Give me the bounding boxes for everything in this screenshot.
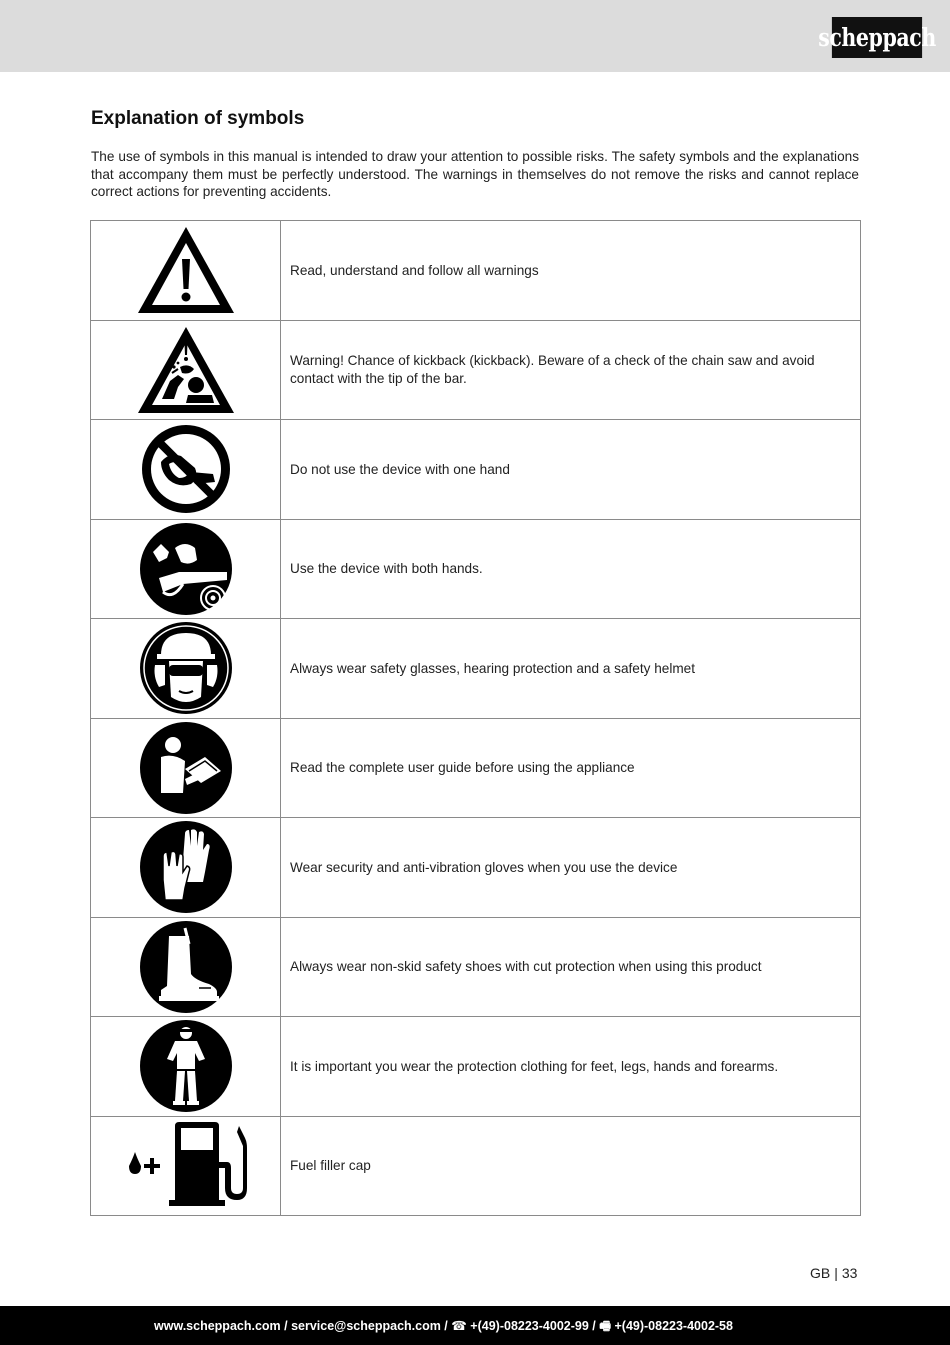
- table-row: [91, 718, 861, 818]
- header-band: [0, 0, 950, 72]
- symbol-description: Wear security and anti-vibration gloves when you use the device: [281, 818, 861, 918]
- symbol-cell: [91, 718, 281, 818]
- symbol-cell: [91, 917, 281, 1017]
- page-number-value: 33: [841, 1265, 858, 1281]
- page-number: [810, 1265, 857, 1281]
- table-row: [91, 619, 861, 719]
- symbol-cell: [91, 818, 281, 918]
- warning-triangle-icon: [134, 223, 238, 317]
- table-row: [91, 917, 861, 1017]
- symbol-description: It is important you wear the protection clothing for feet, legs, hands and forearms.: [281, 1017, 861, 1117]
- intro-paragraph: The use of symbols in this manual is intended to draw your attention to possible risks. The safety symbols and the explanations that accompany them must be perfectly understood. The warnings in themselves do not remove the risks and cannot replace correct actions for preventing accidents.: [91, 149, 859, 199]
- no-one-hand-icon: [139, 422, 233, 516]
- symbol-description: Always wear non-skid safety shoes with cut protection when using this product: [281, 917, 861, 1017]
- safety-boots-icon: [139, 920, 233, 1014]
- kickback-warning-icon: [134, 323, 238, 417]
- table-row: [91, 519, 861, 619]
- scheppach-logo: scheppach: [832, 17, 922, 58]
- footer-contact: www.scheppach.com / service@scheppach.com / ☎ +(49)-08223-4002-99 / 🖷 +(49)-08223-4002-58: [154, 1319, 733, 1333]
- symbol-cell: [91, 320, 281, 420]
- table-row: [91, 221, 861, 321]
- table-row: [91, 1116, 861, 1216]
- table-row: [91, 1017, 861, 1117]
- symbol-description: Use the device with both hands.: [281, 519, 861, 619]
- two-hands-icon: [139, 522, 233, 616]
- symbol-description: Read the complete user guide before using the appliance: [281, 718, 861, 818]
- symbol-cell: [91, 420, 281, 520]
- fuel-filler-icon: [121, 1122, 251, 1210]
- table-row: [91, 320, 861, 420]
- symbol-description: Fuel filler cap: [281, 1116, 861, 1216]
- symbol-description: Read, understand and follow all warnings: [281, 221, 861, 321]
- symbol-cell: [91, 1116, 281, 1216]
- symbol-description: Always wear safety glasses, hearing protection and a safety helmet: [281, 619, 861, 719]
- footer-bar: [0, 1306, 950, 1345]
- symbol-cell: [91, 619, 281, 719]
- symbols-table: [90, 220, 861, 1216]
- page-title: Explanation of symbols: [91, 108, 305, 129]
- country-code: GB: [810, 1265, 831, 1281]
- symbol-description: Do not use the device with one hand: [281, 420, 861, 520]
- table-row: [91, 420, 861, 520]
- gloves-icon: [139, 820, 233, 914]
- protective-clothing-icon: [139, 1019, 233, 1113]
- table-row: [91, 818, 861, 918]
- head-protection-icon: [139, 621, 233, 715]
- read-manual-icon: [139, 721, 233, 815]
- symbol-cell: [91, 221, 281, 321]
- symbol-cell: [91, 519, 281, 619]
- symbol-cell: [91, 1017, 281, 1117]
- symbol-description: Warning! Chance of kickback (kickback). Beware of a check of the chain saw and avoid contact with the tip of the bar.: [281, 320, 861, 420]
- page-separator: |: [834, 1265, 838, 1281]
